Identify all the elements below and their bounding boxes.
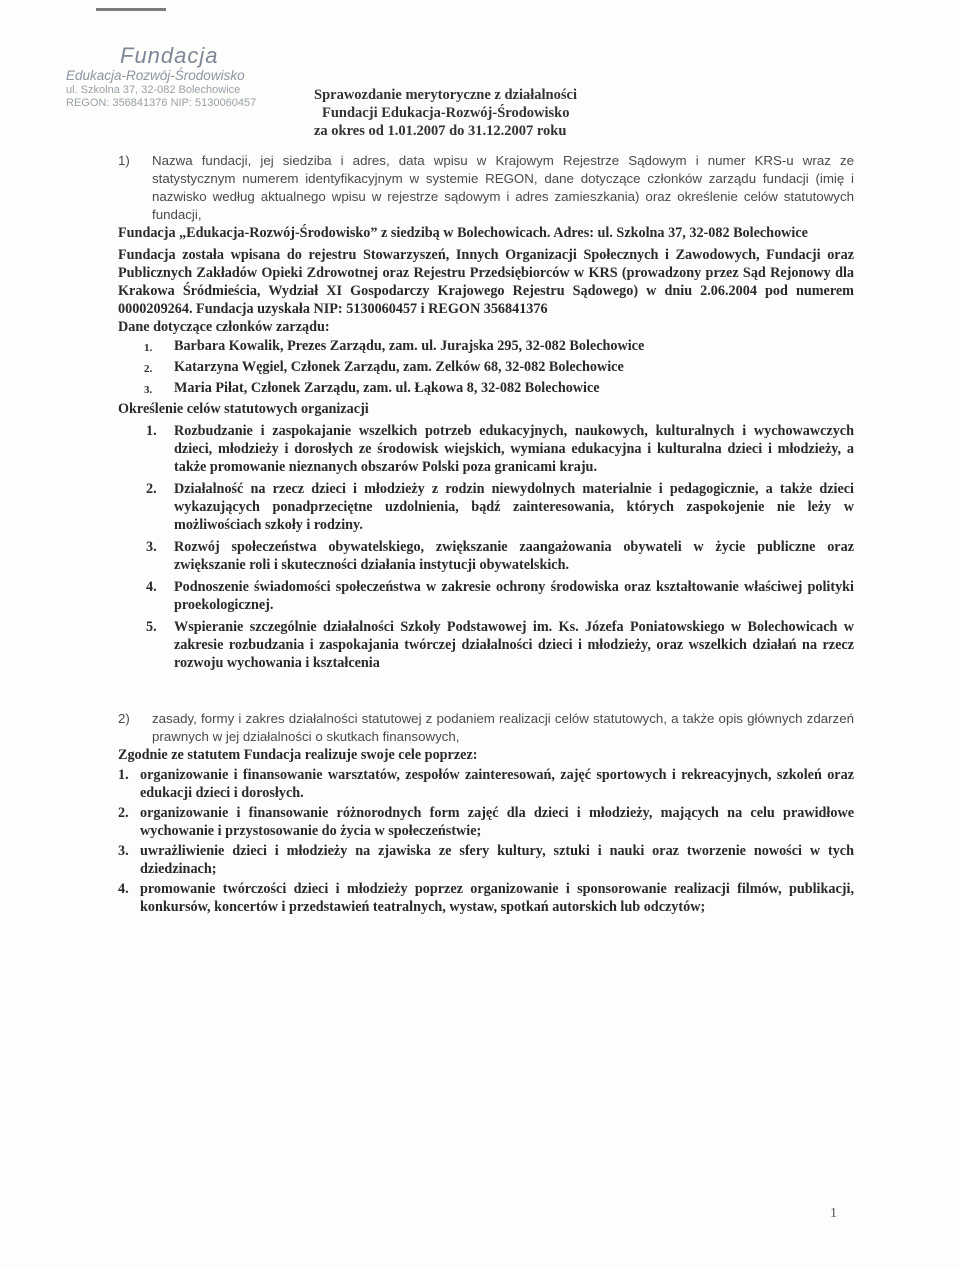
- list-item: [144, 337, 854, 357]
- goal-number: 3.: [146, 539, 157, 555]
- header-line-1: Sprawozdanie merytoryczne z działalności: [314, 87, 577, 103]
- activity-number: 2.: [118, 805, 129, 821]
- goal-text: Wspieranie szczególnie działalności Szkoły Podstawowej im. Ks. Józefa Poniatowskiego w Bolechowicach w zakresie rozbudzania i zaspokajania twórczej działalności dzieci i młodzieży, oraz wszelkich działań na rzecz rozwoju wychowania i kształcenia: [174, 619, 854, 671]
- document-body: [118, 152, 854, 918]
- list-item: [118, 842, 854, 878]
- list-item: [146, 480, 854, 534]
- list-item: [144, 379, 854, 399]
- section-1-question-text: Nazwa fundacji, jej siedziba i adres, data wpisu w Krajowym Rejestrze Sądowym i numer KRS-u wraz ze statystycznym numerem identyfikacyjnym w systemie REGON, dane dotyczące członków zarządu fundacji (imię i nazwisko według aktualnego wpisu w rejestrze sądowym i adres zamieszkania) oraz określenie celów statutowych fundacji,: [152, 153, 854, 222]
- list-item: [146, 538, 854, 574]
- activities-list: [118, 766, 854, 916]
- section-2-number: 2): [118, 711, 130, 726]
- list-item: [146, 422, 854, 476]
- activity-text: uwrażliwienie dzieci i młodzieży na zjawiska ze sfery kultury, sztuki i nauki oraz tworzenie nowości w tych dziedzinach;: [140, 843, 854, 877]
- goals-heading: Określenie celów statutowych organizacji: [118, 401, 369, 417]
- goal-text: Działalność na rzecz dzieci i młodzieży z rodzin niewydolnych materialnie i pedagogicznie, a także dzieci wykazujących ponadprzeciętne uzdolnienia, bądź zainteresowania, których zaspokojenie nie leży w możliwościach szkoły i rodziny.: [174, 481, 854, 533]
- activity-number: 4.: [118, 881, 129, 897]
- section-1-question: [118, 152, 854, 224]
- list-item: [118, 766, 854, 802]
- logo-ids: REGON: 356841376 NIP: 5130060457: [66, 97, 257, 109]
- member-text: Barbara Kowalik, Prezes Zarządu, zam. ul. Jurajska 295, 32-082 Bolechowice: [174, 338, 645, 354]
- section-2-heading: Zgodnie ze statutem Fundacja realizuje swoje cele poprzez:: [118, 747, 478, 763]
- list-item: [144, 358, 854, 378]
- member-number: 3.: [144, 384, 153, 396]
- member-text: Katarzyna Węgiel, Członek Zarządu, zam. Zelków 68, 32-082 Bolechowice: [174, 359, 624, 375]
- list-item: [118, 804, 854, 840]
- header-line-3: za okres od 1.01.2007 do 31.12.2007 roku: [314, 123, 567, 139]
- activity-number: 1.: [118, 767, 129, 783]
- header-line-2: Fundacji Edukacja-Rozwój-Środowisko: [322, 105, 570, 121]
- goal-number: 1.: [146, 423, 157, 439]
- activity-number: 3.: [118, 843, 129, 859]
- member-number: 2.: [144, 363, 153, 375]
- logo-title: Fundacja: [120, 43, 219, 68]
- section-1-number: 1): [118, 153, 130, 168]
- goal-text: Rozbudzanie i zaspokajanie wszelkich potrzeb edukacyjnych, naukowych, kulturalnych i wychowawczych dzieci, młodzieży i dorosłych ze środowisk wiejskich, wymiana edukacyjna i kulturalna dzieci i młodzieży, a także promowanie nieznanych obszarów Polski poza granicami kraju.: [174, 423, 854, 475]
- list-item: [146, 618, 854, 672]
- members-heading: Dane dotyczące członków zarządu:: [118, 319, 330, 335]
- logo-subtitle: Edukacja-Rozwój-Środowisko: [66, 68, 245, 83]
- registration-paragraph: Fundacja została wpisana do rejestru Stowarzyszeń, Innych Organizacji Społecznych i Zawodowych, Fundacji oraz Publicznych Zakładów Opieki Zdrowotnej oraz Rejestru Przedsiębiorców w KRS (prowadzony przez Sąd Rejonowy dla Krakowa Śródmieścia, Wydział XI Gospodarczy Krajowego Rejestru Sądowego) w dniu 2.06.2004 pod numerem 0000209264. Fundacja uzyskała NIP: 5130060457 i REGON 356841376: [118, 247, 854, 317]
- section-spacer: [118, 676, 854, 710]
- goals-list: [118, 422, 854, 672]
- section-2-question: [118, 710, 854, 746]
- goal-number: 5.: [146, 619, 157, 635]
- goal-text: Rozwój społeczeństwa obywatelskiego, zwiększanie zaangażowania obywateli w życie publiczne oraz zwiększanie roli i skuteczności działania instytucji obywatelskich.: [174, 539, 854, 573]
- report-header: [314, 86, 734, 140]
- activity-text: organizowanie i finansowanie różnorodnych form zajęć dla dzieci i młodzieży, mających na celu prawidłowe wychowanie i przystosowanie do życia w społeczeństwie;: [140, 805, 854, 839]
- member-number: 1.: [144, 342, 153, 354]
- activity-text: promowanie twórczości dzieci i młodzieży poprzez organizowanie i sponsorowanie realizacji filmów, publikacji, konkursów, koncertów i przedstawień teatralnych, wystaw, spotkań autorskich lub odczytów;: [140, 881, 854, 915]
- page-number: 1: [830, 1206, 837, 1221]
- members-list: [144, 337, 854, 399]
- foundation-logo: [66, 44, 256, 110]
- goal-number: 2.: [146, 481, 157, 497]
- goal-text: Podnoszenie świadomości społeczeństwa w zakresie ochrony środowiska oraz kształtowanie właściwej polityki proekologicznej.: [174, 579, 854, 613]
- member-text: Maria Piłat, Członek Zarządu, zam. ul. Łąkowa 8, 32-082 Bolechowice: [174, 380, 600, 396]
- section-2-question-text: zasady, formy i zakres działalności statutowej z podaniem realizacji celów statutowych, a także opis głównych zdarzeń prawnych w jej działalności o skutkach finansowych,: [152, 711, 854, 744]
- foundation-name-line: Fundacja „Edukacja-Rozwój-Środowisko” z siedzibą w Bolechowicach. Adres: ul. Szkolna 37, 32-082 Bolechowice: [118, 225, 808, 241]
- list-item: [118, 880, 854, 916]
- goal-number: 4.: [146, 579, 157, 595]
- activity-text: organizowanie i finansowanie warsztatów, zespołów zainteresowań, zajęć sportowych i rekreacyjnych, szkoleń oraz edukacji dzieci i dorosłych.: [140, 767, 854, 801]
- scan-artifact-line: [96, 8, 166, 11]
- logo-address: ul. Szkolna 37, 32-082 Bolechowice: [66, 84, 241, 96]
- list-item: [146, 578, 854, 614]
